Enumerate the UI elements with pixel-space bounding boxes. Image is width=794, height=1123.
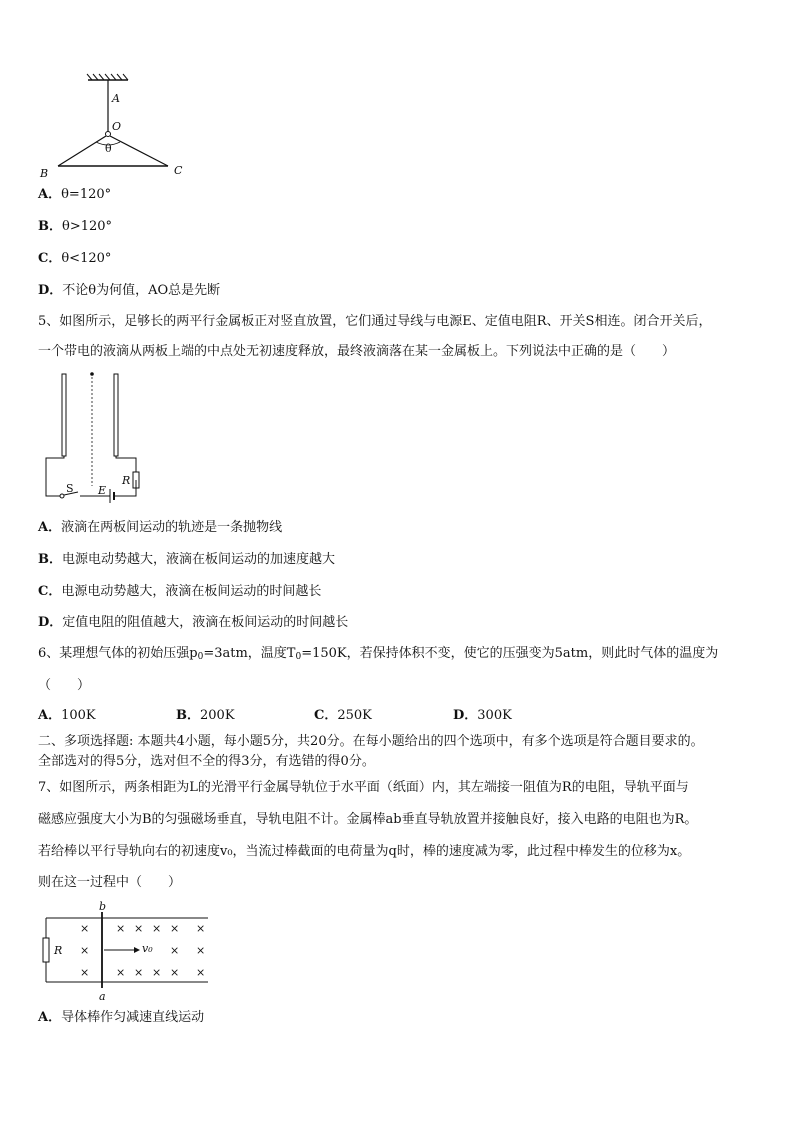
q7-label-R: R [54,944,63,957]
q4-option-b [38,219,112,235]
option-text: 导体棒作匀减速直线运动 [61,1010,205,1025]
option-key: A． [38,1010,62,1025]
q6-subscript: 0 [197,652,204,662]
q4-label-B: B [40,167,49,180]
field-cross: × [134,966,144,979]
q6-option-b [176,708,235,724]
q7-label-a: a [99,990,106,1002]
option-key: D． [453,708,478,723]
q7-figure [36,900,216,1002]
option-key: D． [38,283,63,298]
q6-stem-line2: （ ） [38,678,91,693]
q4-label-C: C [174,164,183,177]
q5-label-S: S [66,482,74,495]
option-key: A． [38,187,62,202]
q4-option-d [38,283,220,299]
option-key: B． [176,708,200,723]
q6-option-d [453,708,512,724]
option-text: 液滴在两板间运动的轨迹是一条抛物线 [61,520,283,535]
q4-option-a [38,187,111,203]
option-key: C． [38,251,62,266]
field-cross: × [170,922,180,935]
q6-option-a [38,708,96,724]
q7-stem-line4: 则在这一过程中（ ） [38,875,182,890]
option-text: θ>120° [62,219,113,234]
q5-stem-line1: 5、如图所示，足够长的两平行金属板正对竖直放置，它们通过导线与电源E、定值电阻R、开关S相连。闭合开关后， [38,314,712,329]
q7-option-a [38,1010,204,1026]
option-text: 不论θ为何值，AO总是先断 [62,283,221,298]
option-key: A． [38,520,62,535]
field-cross: × [80,922,90,935]
field-cross: × [116,922,126,935]
q4-label-O: O [112,120,122,133]
option-text: θ<120° [61,251,112,266]
option-text: 200K [200,708,235,723]
q7-stem-line2: 磁感应强度大小为B的匀强磁场垂直，导轨电阻不计。金属棒ab垂直导轨放置并接触良好，接入电路的电阻也为R。 [38,812,698,827]
q4-option-c [38,251,111,267]
field-cross: × [170,944,180,957]
q5-label-R: R [122,474,131,487]
option-text: 定值电阻的阻值越大，液滴在板间运动的时间越长 [62,615,349,630]
section2-line1: 二、多项选择题: 本题共4小题，每小题5分，共20分。在每小题给出的四个选项中，有多个选项是符合题目要求的。 [38,734,704,749]
q7-stem-line3: 若给棒以平行导轨向右的初速度v₀，当流过棒截面的电荷量为q时，棒的速度减为零，此过程中棒发生的位移为x。 [38,844,691,859]
field-cross: × [80,944,90,957]
option-text: θ=120° [61,187,112,202]
q5-stem-line2: 一个带电的液滴从两板上端的中点处无初速度释放，最终液滴落在某一金属板上。下列说法中正确的是（ ） [38,344,676,359]
option-key: B． [38,219,62,234]
q4-figure [36,72,196,182]
q5-option-a [38,520,282,536]
field-cross: × [152,922,162,935]
q7-stem-line1: 7、如图所示，两条相距为L的光滑平行金属导轨位于水平面（纸面）内，其左端接一阻值为R的电阻，导轨平面与 [38,780,689,795]
option-key: A． [38,708,62,723]
q4-label-A: A [112,92,120,105]
option-text: 300K [477,708,512,723]
field-cross: × [196,944,206,957]
q6-subscript: 0 [295,652,302,662]
option-text: 250K [337,708,372,723]
field-cross: × [116,966,126,979]
field-cross: × [134,922,144,935]
q5-figure [36,368,146,504]
option-key: D． [38,615,63,630]
option-text: 电源电动势越大，液滴在板间运动的时间越长 [61,584,322,599]
q6-option-c [314,708,372,724]
field-cross: × [196,966,206,979]
field-cross: × [170,966,180,979]
q6-stem-part: 6、某理想气体的初始压强p [38,646,198,661]
q5-option-d [38,615,348,631]
option-text: 100K [61,708,96,723]
q6-stem-part: =150K，若保持体积不变，使它的压强变为5atm，则此时气体的温度为 [301,646,719,661]
q5-option-b [38,552,335,568]
option-text: 电源电动势越大，液滴在板间运动的加速度越大 [62,552,336,567]
field-cross: × [80,966,90,979]
q7-label-b: b [99,900,107,913]
section2-line2: 全部选对的得5分，选对但不全的得3分，有选错的得0分。 [38,754,375,769]
q4-label-theta: θ [105,142,112,155]
field-cross: × [196,922,206,935]
option-key: C． [38,584,62,599]
q7-label-v0: v₀ [142,942,153,955]
field-cross: × [152,966,162,979]
q5-label-E: E [98,484,107,497]
q6-stem-part: =3atm，温度T [203,646,296,661]
q5-option-c [38,584,321,600]
option-key: B． [38,552,62,567]
q6-stem-line1 [38,646,718,665]
option-key: C． [314,708,338,723]
